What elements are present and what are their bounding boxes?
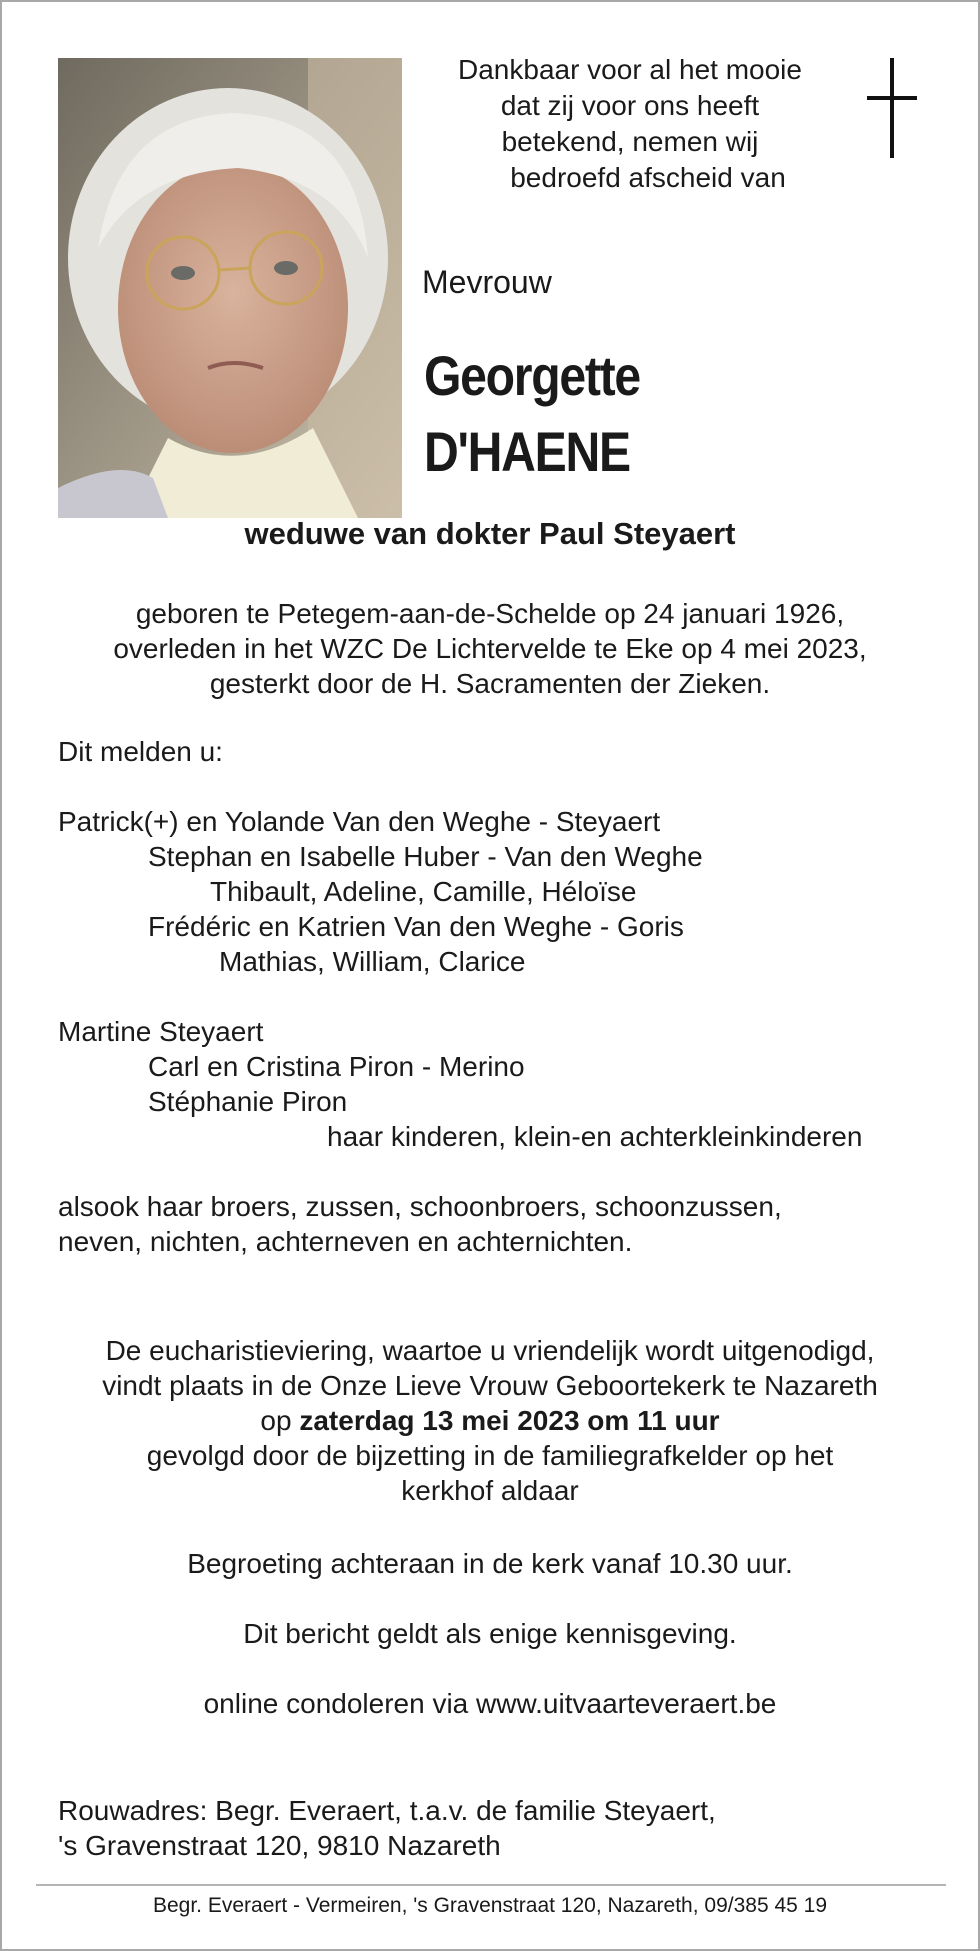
family-line: Stephan en Isabelle Huber - Van den Weghe bbox=[148, 841, 703, 872]
service-line: gevolgd door de bijzetting in de familiegrafkelder op het bbox=[146, 1440, 834, 1471]
service-line: De eucharistieviering, waartoe u vriendelijk wordt uitgenodigd, bbox=[105, 1335, 875, 1366]
family-line: Frédéric en Katrien Van den Weghe - Goris bbox=[148, 911, 684, 942]
birth-death-details bbox=[0, 596, 980, 701]
address-line: 's Gravenstraat 120, 9810 Nazareth bbox=[58, 1830, 501, 1861]
intro-line: bedroefd afscheid van bbox=[510, 162, 786, 193]
service-line: vindt plaats in de Onze Lieve Vrouw Geboortekerk te Nazareth bbox=[102, 1370, 878, 1401]
notice-line: Dit bericht geldt als enige kennisgeving. bbox=[243, 1618, 737, 1649]
condolence-line: online condoleren via www.uitvaarteveraert.be bbox=[203, 1688, 777, 1719]
footer-text: Begr. Everaert - Vermeiren, 's Gravenstraat 120, Nazareth, 09/385 45 19 bbox=[152, 1894, 828, 1917]
family-line: Stéphanie Piron bbox=[148, 1086, 348, 1117]
greeting-line: Begroeting achteraan in de kerk vanaf 10.30 uur. bbox=[187, 1548, 793, 1579]
portrait-photo bbox=[58, 58, 402, 518]
address-line: Rouwadres: Begr. Everaert, t.a.v. de familie Steyaert, bbox=[58, 1795, 716, 1826]
text-line: gesterkt door de H. Sacramenten der Zieken. bbox=[209, 668, 771, 699]
service-date-prefix: op bbox=[260, 1405, 300, 1436]
first-name: Georgette bbox=[424, 344, 640, 407]
relatives-line: alsook haar broers, zussen, schoonbroers, schoonzussen, bbox=[58, 1191, 782, 1222]
intro-text bbox=[430, 52, 830, 196]
family-line: haar kinderen, klein-en achterkleinkinderen bbox=[327, 1121, 863, 1152]
deceased-name bbox=[424, 338, 640, 490]
service-line: kerkhof aldaar bbox=[401, 1475, 579, 1506]
salutation: Mevrouw bbox=[422, 264, 552, 300]
last-name: D'HAENE bbox=[424, 420, 630, 483]
latin-cross-icon bbox=[862, 58, 922, 160]
text-line: geboren te Petegem-aan-de-Schelde op 24 januari 1926, bbox=[135, 598, 845, 629]
family-line: Patrick(+) en Yolande Van den Weghe - Steyaert bbox=[58, 806, 661, 837]
intro-line: dat zij voor ons heeft bbox=[500, 90, 760, 121]
family-line: Mathias, William, Clarice bbox=[219, 946, 526, 977]
announce-line: Dit melden u: bbox=[58, 736, 223, 767]
family-line: Martine Steyaert bbox=[58, 1016, 264, 1047]
footer-divider bbox=[36, 1884, 946, 1886]
intro-line: Dankbaar voor al het mooie bbox=[458, 54, 802, 85]
service-date-line bbox=[0, 1403, 980, 1438]
service-details bbox=[0, 1333, 980, 1508]
relatives-line: neven, nichten, achterneven en achternichten. bbox=[58, 1226, 633, 1257]
family-line: Thibault, Adeline, Camille, Héloïse bbox=[210, 876, 637, 907]
text-line: overleden in het WZC De Lichtervelde te Eke op 4 mei 2023, bbox=[113, 633, 867, 664]
family-line: Carl en Cristina Piron - Merino bbox=[148, 1051, 525, 1082]
service-date: zaterdag 13 mei 2023 om 11 uur bbox=[299, 1405, 720, 1436]
widow-line: weduwe van dokter Paul Steyaert bbox=[244, 516, 736, 551]
intro-line: betekend, nemen wij bbox=[501, 126, 759, 157]
